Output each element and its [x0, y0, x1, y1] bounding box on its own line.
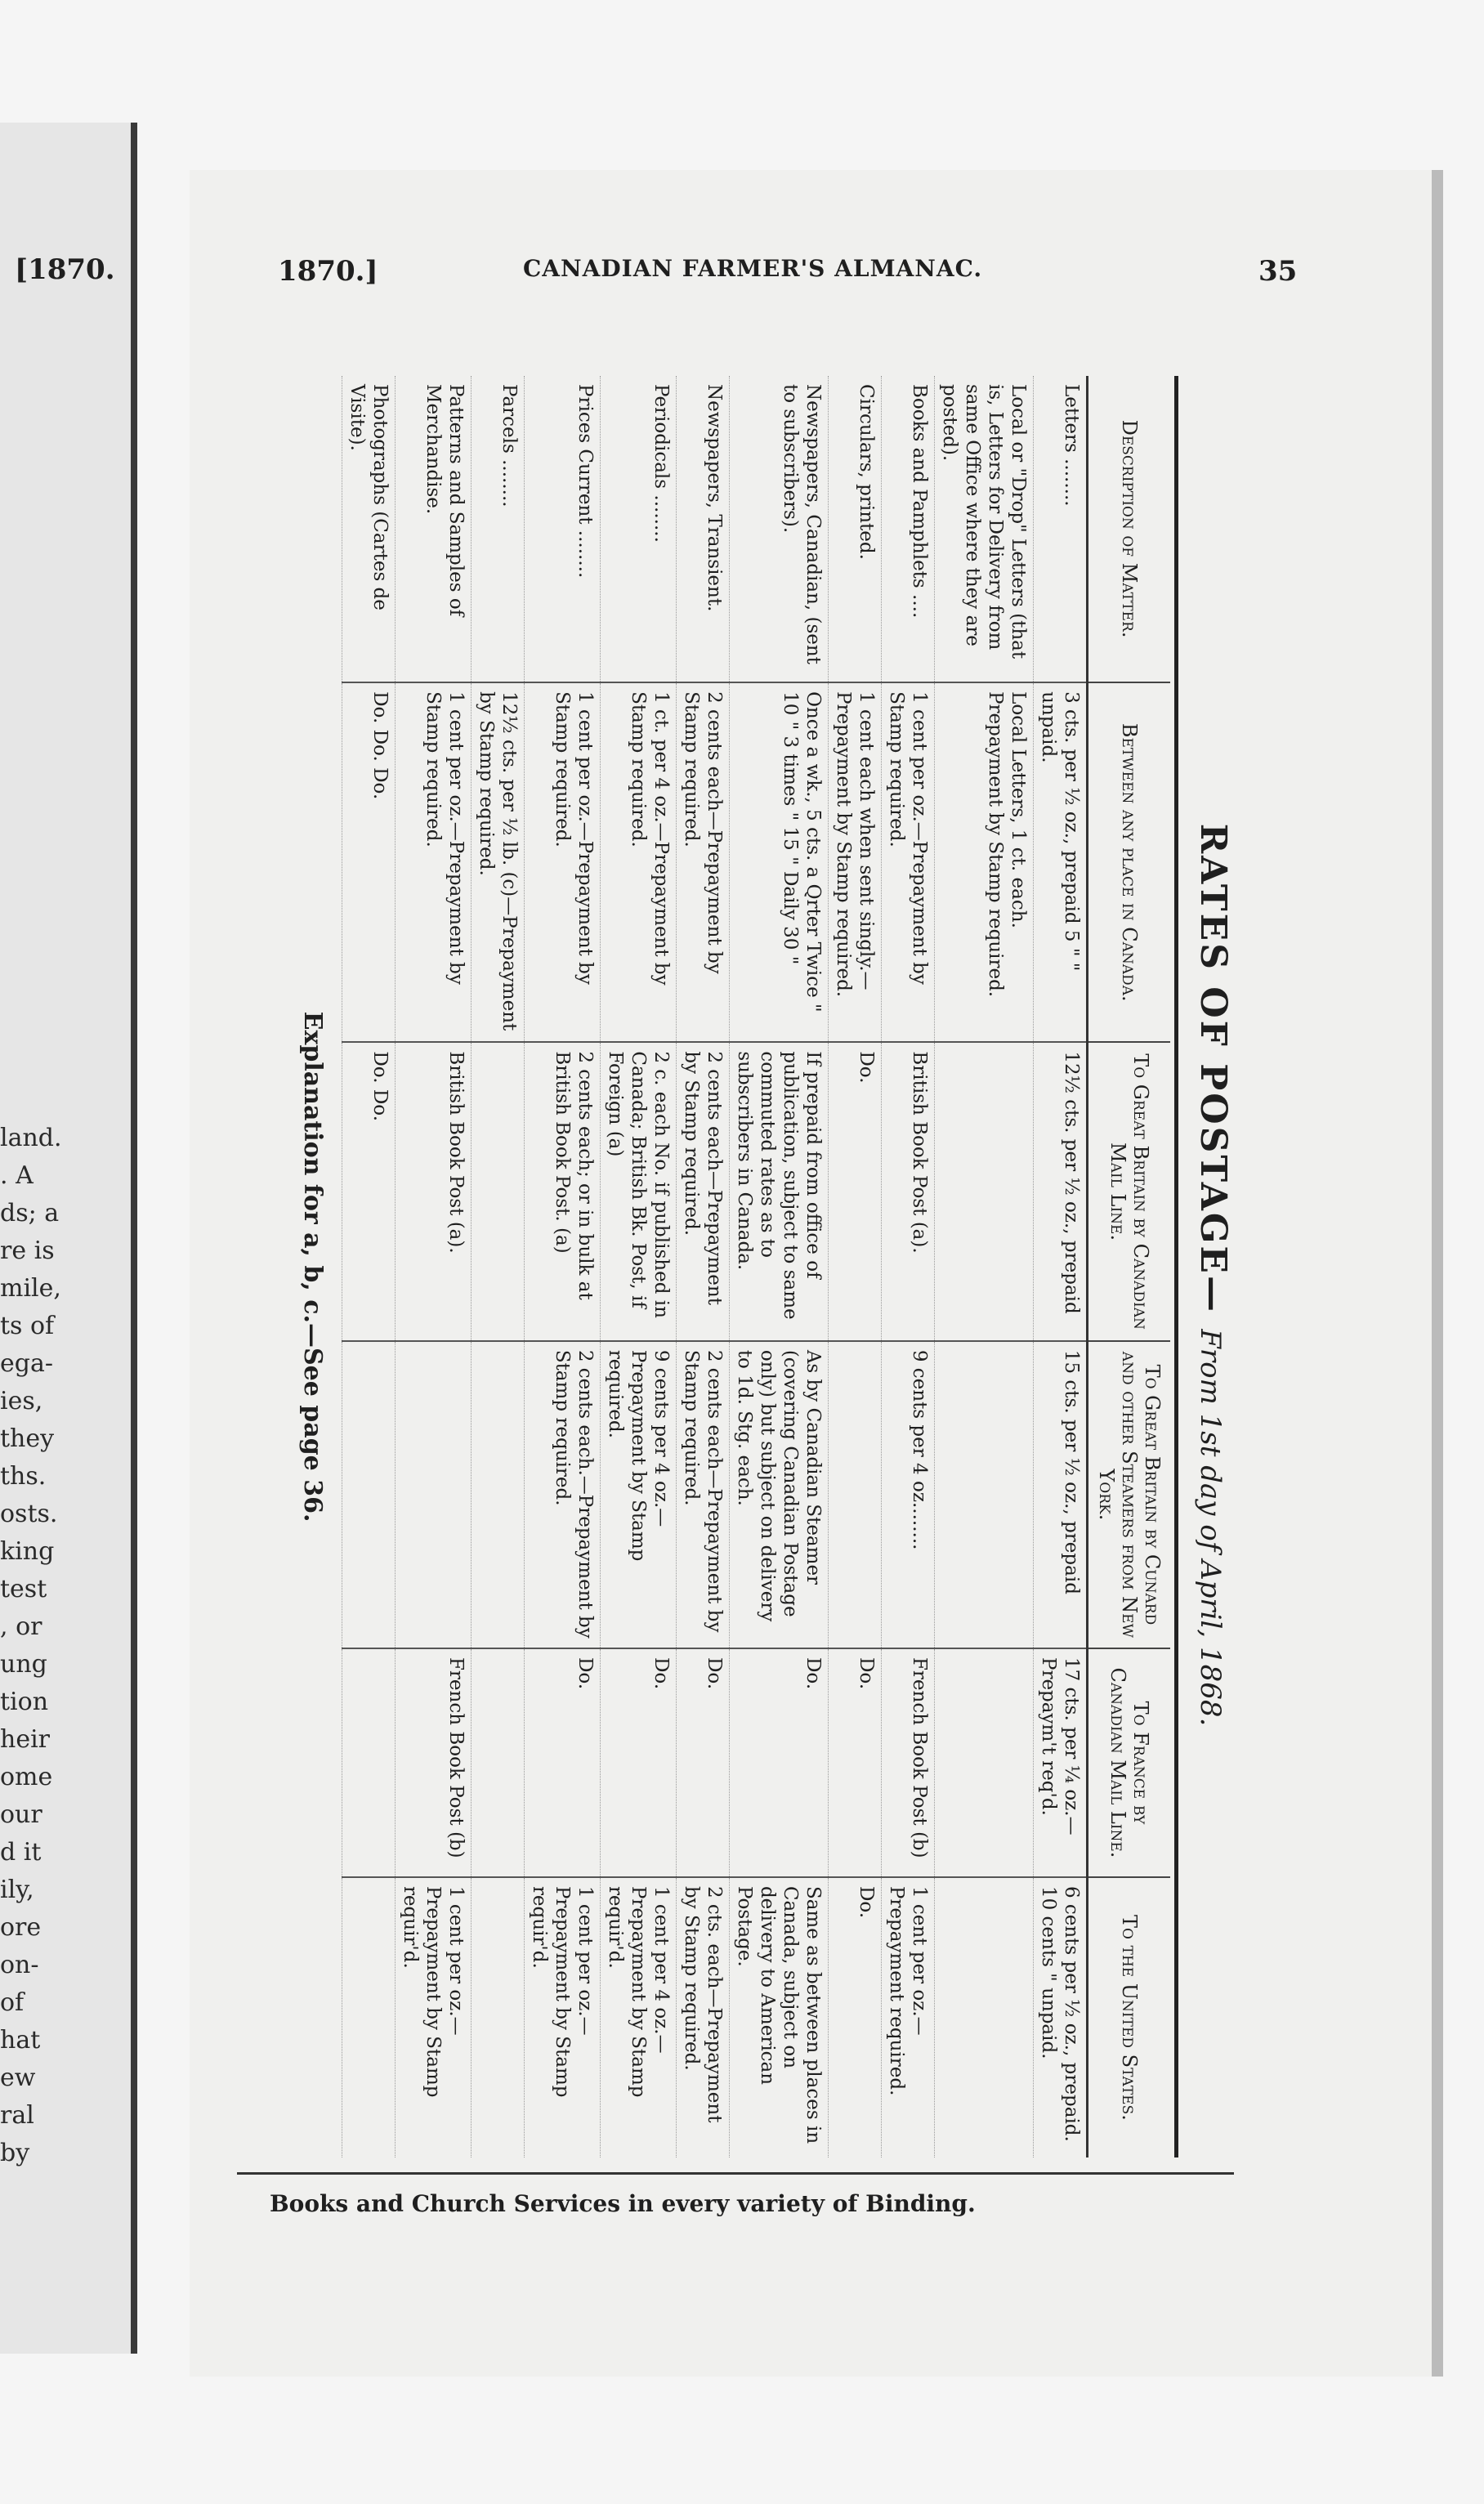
left-page-text-fragment: land. [0, 1124, 62, 1152]
table-row [342, 376, 396, 2157]
column-header: To France by Canadian Mail Line. [1088, 1648, 1171, 1877]
table-cell: Once a wk., 5 cts. a Qrter Twice " 10 " 3 times " 15 " Daily 30 " [730, 682, 829, 1042]
left-page-text-fragment: they [0, 1424, 55, 1453]
left-page-text-fragment: ome [0, 1763, 53, 1791]
table-cell: 1 cent per 4 oz.—Prepayment by Stamp requir'd. [601, 1877, 677, 2157]
table-cell: 9 cents per 4 oz........ [882, 1341, 935, 1648]
table-row [601, 376, 677, 2157]
left-page-text-fragment: ies, [0, 1387, 43, 1415]
table-cell: Do. [829, 1042, 882, 1340]
table-cell: 1 cent per oz.—Prepayment by Stamp requir'd. [396, 1877, 472, 2157]
table-cell: Do. Do. [342, 1042, 396, 1340]
table-cell: Parcels ........ [498, 384, 520, 508]
table-cell [935, 1648, 1034, 1877]
table-cell: Local or "Drop" Letters (that is, Letters for Delivery from same Office where they are posted). [939, 384, 1029, 660]
table-row [472, 376, 525, 2157]
table-cell: 15 cts. per ½ oz., prepaid [1034, 1341, 1088, 1648]
column-header: To Great Britain by Cunard and other Steamers from New York. [1088, 1341, 1171, 1648]
table-cell [396, 1341, 472, 1648]
left-page-text-fragment: ral [0, 2101, 34, 2130]
table-cell: Do. [677, 1648, 730, 1877]
table-cell: Do. [829, 1648, 882, 1877]
table-cell: British Book Post (a). [396, 1042, 472, 1340]
postage-rates-table [342, 376, 1170, 2157]
left-page-text-fragment: ung [0, 1650, 47, 1679]
left-page-text-fragment: heir [0, 1725, 51, 1754]
table-cell [935, 1042, 1034, 1340]
table-title-text: RATES OF POSTAGE— [1192, 823, 1234, 1314]
table-cell: 1 cent per oz.—Prepayment by Stamp required. [882, 682, 935, 1042]
table-cell [935, 1341, 1034, 1648]
table-cell: If prepaid from office of publication, subject to same commuted rates as to subscribers in Canada. [730, 1042, 829, 1340]
table-cell: Newspapers, Transient. [704, 384, 725, 612]
table-cell [472, 1648, 525, 1877]
top-rule [1174, 376, 1178, 2157]
table-date-note: From 1st day of April, 1868. [1194, 1329, 1227, 1727]
table-cell: 12½ cts. per ½ lb. (c)—Prepayment by Stamp required. [472, 682, 525, 1042]
table-title [1192, 376, 1234, 2174]
table-row [1034, 376, 1088, 2157]
left-page-text-fragment: mile, [0, 1274, 61, 1303]
left-page-text-fragment: . A [0, 1161, 34, 1190]
table-cell: 6 cents per ½ oz., prepaid. 10 cents " unpaid. [1034, 1877, 1088, 2157]
table-row [935, 376, 1034, 2157]
rotated-postage-table [270, 376, 1234, 2174]
table-cell: As by Canadian Steamer (covering Canadian Postage only) but subject on delivery to 1d. Stg. each. [730, 1341, 829, 1648]
left-page-text-fragment: ega- [0, 1349, 53, 1378]
table-cell [342, 1341, 396, 1648]
table-row [882, 376, 935, 2157]
left-page-text-fragment: ore [0, 1913, 42, 1942]
left-page-text-fragment: re is [0, 1236, 55, 1265]
table-cell: Patterns and Samples of Merchandise. [422, 384, 467, 617]
table-cell: 2 cents each—Prepayment by Stamp required. [677, 1042, 730, 1340]
running-title: CANADIAN FARMER'S ALMANAC. [523, 255, 983, 282]
table-cell: Do. [730, 1648, 829, 1877]
footer-advert: Books and Church Services in every variety of Binding. [270, 2190, 976, 2217]
table-row [525, 376, 601, 2157]
table-cell: 1 cent per oz.—Prepayment required. [882, 1877, 935, 2157]
left-page-text-fragment: d it [0, 1838, 42, 1867]
column-header: Description of Matter. [1088, 376, 1171, 682]
table-row [829, 376, 882, 2157]
page-number: 35 [1258, 255, 1298, 288]
column-header: To Great Britain by Canadian Mail Line. [1088, 1042, 1171, 1340]
left-page-text-fragment: by [0, 2139, 30, 2167]
left-page-text-fragment: , or [0, 1612, 42, 1641]
table-cell: 2 cents each—Prepayment by Stamp required. [677, 682, 730, 1042]
table-cell: Letters ........ [1061, 384, 1082, 507]
table-cell: Prices Current ........ [574, 384, 596, 579]
table-cell: 2 cts. each—Prepayment by Stamp required. [677, 1877, 730, 2157]
table-cell: Do. [601, 1648, 677, 1877]
table-cell: 1 cent each when sent singly.—Prepayment by Stamp required. [829, 682, 882, 1042]
left-page-text-fragment: ily, [0, 1876, 34, 1904]
left-page-text-fragment: osts. [0, 1500, 58, 1528]
table-cell: Same as between places in Canada, subject on delivery to American Postage. [730, 1877, 829, 2157]
table-cell: Periodicals ........ [650, 384, 672, 543]
table-cell: 3 cts. per ½ oz., prepaid 5 " " unpaid. [1034, 682, 1088, 1042]
table-cell: Do. [829, 1877, 882, 2157]
table-cell: 1 cent per oz.—Prepayment by Stamp required. [396, 682, 472, 1042]
table-cell: 2 cents each; or in bulk at British Book Post. (a) [525, 1042, 601, 1340]
table-cell: Circulars, printed. [856, 384, 877, 560]
left-page-year: [1870. [15, 253, 115, 286]
left-page-fragment [0, 123, 135, 2354]
page-gutter [131, 123, 137, 2354]
table-cell: 12½ cts. per ½ oz., prepaid [1034, 1042, 1088, 1340]
table-cell [829, 1341, 882, 1648]
left-page-text-fragment: test [0, 1575, 47, 1603]
table-cell [472, 1042, 525, 1340]
table-cell: Local Letters, 1 ct. each. Prepayment by Stamp required. [935, 682, 1034, 1042]
table-cell [342, 1648, 396, 1877]
table-cell: 1 cent per oz.—Prepayment by Stamp requir'd. [525, 1877, 601, 2157]
table-row [730, 376, 829, 2157]
left-page-text-fragment: tion [0, 1688, 49, 1716]
table-cell [472, 1877, 525, 2157]
explanation-note: Explanation for a, b, c.—See page 36. [298, 1011, 327, 1523]
table-cell: 2 c. each No. if published in Canada; British Bk. Post, if Foreign (a) [601, 1042, 677, 1340]
left-page-text-fragment: ds; a [0, 1199, 60, 1227]
header-year: 1870.] [278, 255, 378, 288]
table-cell: Books and Pamphlets .... [909, 384, 930, 619]
footer-rule [237, 2172, 1234, 2175]
table-cell: Do. [525, 1648, 601, 1877]
table-row [396, 376, 472, 2157]
table-cell: 2 cents each—Prepayment by Stamp required. [677, 1341, 730, 1648]
table-row [677, 376, 730, 2157]
table-cell: French Book Post (b) [882, 1648, 935, 1877]
table-cell: 1 cent per oz.—Prepayment by Stamp required. [525, 682, 601, 1042]
table-cell: 17 cts. per ¼ oz.— Prepaym't req'd. [1034, 1648, 1088, 1877]
table-cell [472, 1341, 525, 1648]
left-page-text-fragment: hat [0, 2026, 41, 2055]
table-cell: 1 ct. per 4 oz.—Prepayment by Stamp required. [601, 682, 677, 1042]
left-page-text-fragment: on- [0, 1951, 39, 1979]
table-cell: 9 cents per 4 oz.—Prepayment by Stamp required. [601, 1341, 677, 1648]
left-page-text-fragment: ths. [0, 1462, 47, 1491]
table-cell: 2 cents each.—Prepayment by Stamp required. [525, 1341, 601, 1648]
left-page-text-fragment: king [0, 1537, 55, 1566]
table-cell: Do. Do. Do. [342, 682, 396, 1042]
table-header-row [1088, 376, 1171, 2157]
table-cell: British Book Post (a). [882, 1042, 935, 1340]
table-cell: French Book Post (b) [396, 1648, 472, 1877]
table-cell: Newspapers, Canadian, (sent to subscribers). [780, 384, 824, 664]
left-page-text-fragment: our [0, 1800, 42, 1829]
table-cell [342, 1877, 396, 2157]
column-header: Between any place in Canada. [1088, 682, 1171, 1042]
left-page-text-fragment: ts of [0, 1312, 55, 1340]
table-cell: Photographs (Cartes de Visite). [346, 384, 391, 610]
column-header: To the United States. [1088, 1877, 1171, 2157]
left-page-text-fragment: of [0, 1988, 25, 2017]
left-page-text-fragment: ew [0, 2064, 36, 2092]
table-cell [935, 1877, 1034, 2157]
